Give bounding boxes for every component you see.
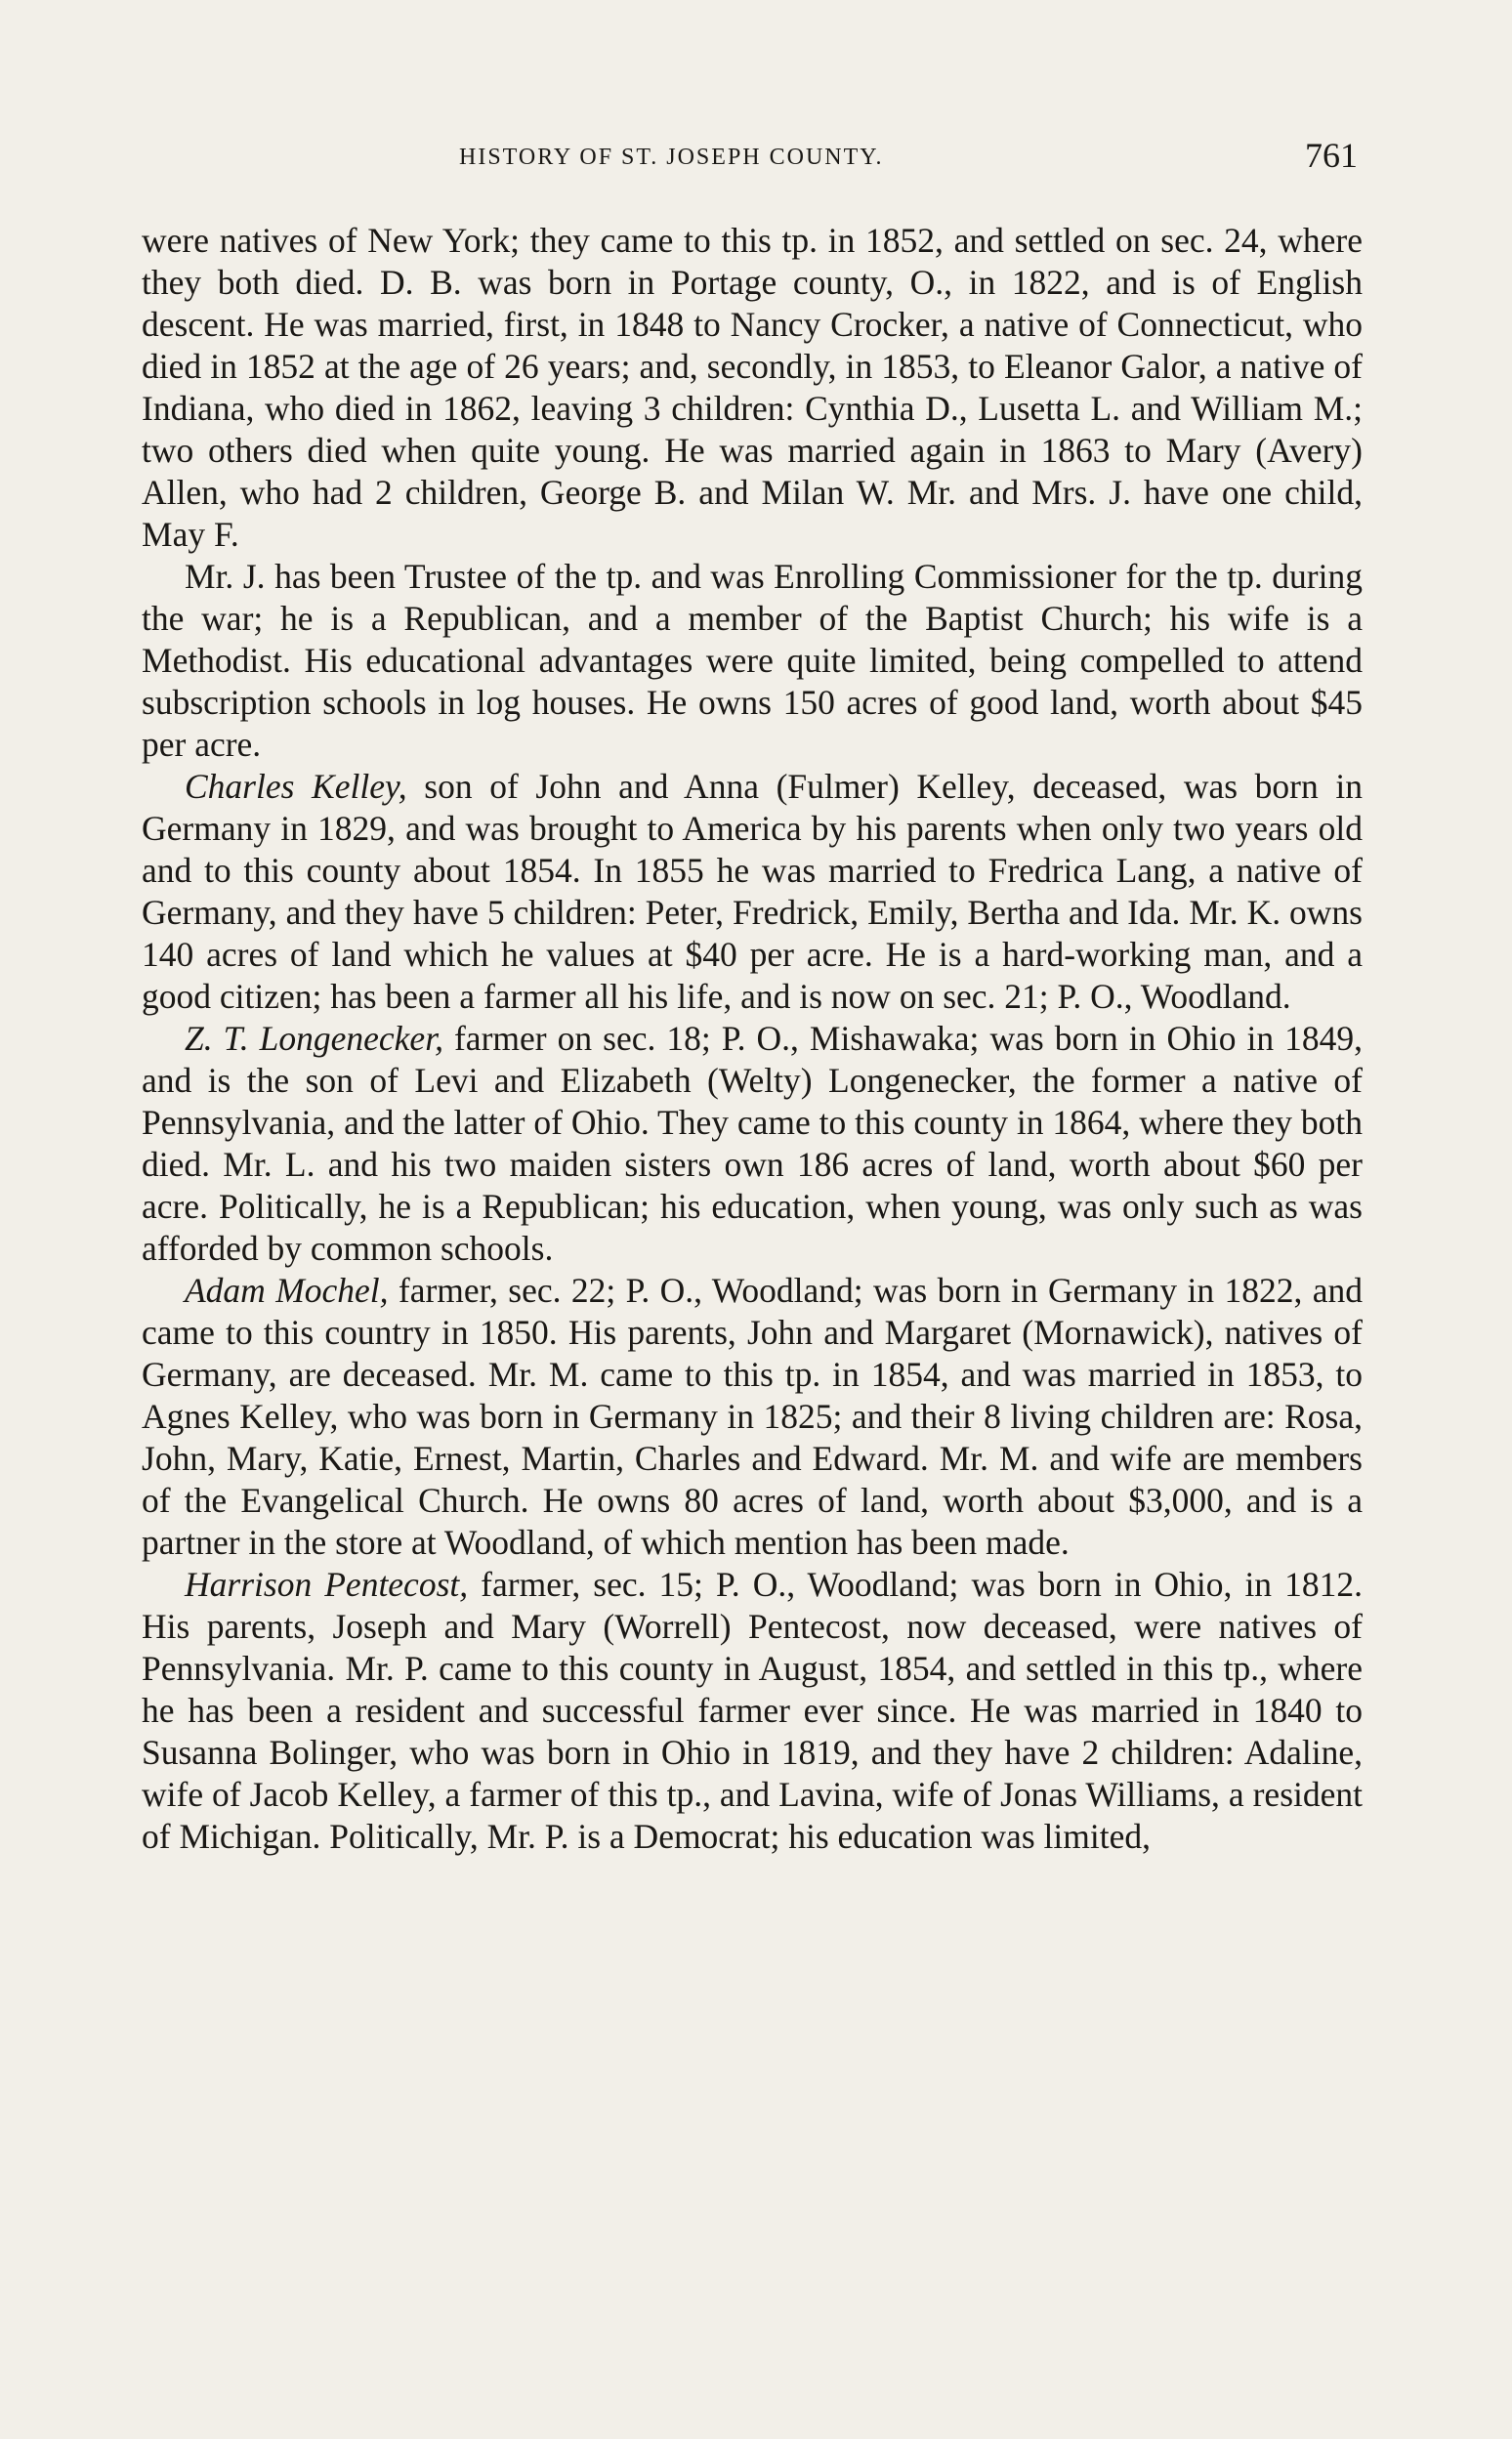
entry-text: farmer, sec. 15; P. O., Woodland; was born in Ohio, in 1812. His parents, Joseph and Mary (Worrell) Pentecost, now deceased, were natives of Pennsylvania. Mr. P. came to this county in August, 1854, and settled in this tp., where he has been a resident and successful farmer ever since. He was married in 1840 to Susanna Bolinger, who was born in Ohio in 1819, and they have 2 children: Adaline, wife of Jacob Kelley, a farmer of this tp., and Lavina, wife of Jonas Williams, a resident of Michigan. Politically, Mr. P. is a Democrat; his education was limited, (142, 1565, 1363, 1856)
biography-entry (142, 1564, 1363, 1858)
page-number: 761 (1305, 136, 1358, 175)
entry-text: farmer, sec. 22; P. O., Woodland; was born in Germany in 1822, and came to this country in 1850. His parents, John and Margaret (Mornawick), natives of Germany, are deceased. Mr. M. came to this tp. in 1854, and was married in 1853, to Agnes Kelley, who was born in Germany in 1825; and their 8 living children are: Rosa, John, Mary, Katie, Ernest, Martin, Charles and Edward. Mr. M. and wife are members of the Evangelical Church. He owns 80 acres of land, worth about $3,000, and is a partner in the store at Woodland, of which mention has been made. (142, 1271, 1363, 1562)
entry-text: farmer on sec. 18; P. O., Mishawaka; was born in Ohio in 1849, and is the son of Levi and Elizabeth (Welty) Longenecker, the former a native of Pennsylvania, and the latter of Ohio. They came to this county in 1864, where they both died. Mr. L. and his two maiden sisters own 186 acres of land, worth about $60 per acre. Politically, he is a Republican; his education, when young, was only such as was afforded by common schools. (142, 1019, 1363, 1268)
biography-entry (142, 1270, 1363, 1564)
paragraph-continuation (142, 220, 1363, 556)
running-head: HISTORY OF ST. JOSEPH COUNTY. (459, 145, 884, 170)
page-header (137, 137, 1358, 186)
entry-name: Z. T. Longenecker, (185, 1019, 443, 1058)
entry-text: son of John and Anna (Fulmer) Kelley, deceased, was born in Germany in 1829, and was brought to America by his parents when only two years old and to this county about 1854. In 1855 he was married to Fredrica Lang, a native of Germany, and they have 5 children: Peter, Fredrick, Emily, Bertha and Ida. Mr. K. owns 140 acres of land which he values at $40 per acre. He is a hard-working man, and a good citizen; has been a farmer all his life, and is now on sec. 21; P. O., Woodland. (142, 767, 1363, 1016)
entry-name: Adam Mochel, (185, 1271, 389, 1310)
entry-name: Harrison Pentecost, (185, 1565, 469, 1604)
body-text (142, 220, 1363, 1858)
paragraph-text: Mr. J. has been Trustee of the tp. and was Enrolling Commissioner for the tp. during the war; he is a Republican, and a member of the Baptist Church; his wife is a Methodist. His educational advantages were quite limited, being compelled to attend subscription schools in log houses. He owns 150 acres of good land, worth about $45 per acre. (142, 557, 1363, 764)
paragraph (142, 556, 1363, 766)
paragraph-text: were natives of New York; they came to this tp. in 1852, and settled on sec. 24, where they both died. D. B. was born in Portage county, O., in 1822, and is of English descent. He was married, first, in 1848 to Nancy Crocker, a native of Connecticut, who died in 1852 at the age of 26 years; and, secondly, in 1853, to Eleanor Galor, a native of Indiana, who died in 1862, leaving 3 children: Cynthia D., Lusetta L. and William M.; two others died when quite young. He was married again in 1863 to Mary (Avery) Allen, who had 2 children, George B. and Milan W. Mr. and Mrs. J. have one child, May F. (142, 221, 1363, 554)
biography-entry (142, 766, 1363, 1018)
entry-name: Charles Kelley, (185, 767, 407, 806)
biography-entry (142, 1018, 1363, 1270)
